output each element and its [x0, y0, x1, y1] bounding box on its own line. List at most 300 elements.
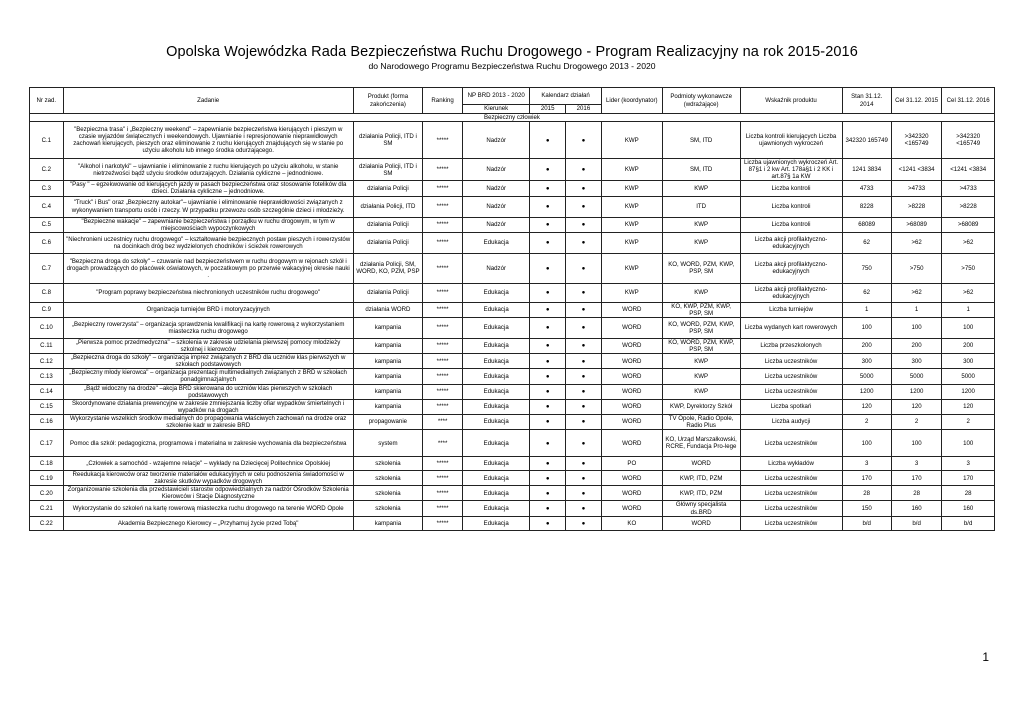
calendar-2015-dot: ● — [530, 181, 566, 196]
target-2016: 5000 — [942, 369, 995, 384]
table-row — [30, 122, 995, 159]
direction: Edukacja — [463, 516, 530, 530]
calendar-2015-dot: ● — [530, 471, 566, 486]
header-stan: Stan 31.12. 2014 — [842, 88, 891, 114]
product-form: kampania — [353, 354, 422, 369]
status-2014: b/d — [842, 516, 891, 530]
header-cel-2015: Cel 31.12. 2015 — [891, 88, 941, 114]
product-form: kampania — [353, 338, 422, 353]
product-form: działania WORD — [353, 302, 422, 317]
status-2014: 4733 — [842, 181, 891, 196]
ranking-stars: ***** — [423, 384, 463, 399]
target-2016: 1 — [942, 302, 995, 317]
calendar-2015-dot: ● — [530, 253, 566, 283]
status-2014: 8228 — [842, 196, 891, 217]
row-number: C.22 — [30, 516, 64, 530]
direction: Edukacja — [463, 232, 530, 253]
leader: KWP — [601, 159, 662, 181]
header-np-brd: NP BRD 2013 - 2020 — [463, 88, 530, 105]
calendar-2015-dot: ● — [530, 501, 566, 516]
direction: Edukacja — [463, 302, 530, 317]
target-2016: 100 — [942, 317, 995, 338]
task-description: "Pasy " – egzekwowanie od kierujących jazdy w pasach bezpieczeństwa oraz stosowanie fotelików dla dzieci. Działania cykliczne – jednodniowe. — [63, 181, 353, 196]
calendar-2015-dot: ● — [530, 217, 566, 232]
ranking-stars: **** — [423, 414, 463, 429]
leader: KWP — [601, 217, 662, 232]
table-row — [30, 181, 995, 196]
table-row — [30, 253, 995, 283]
direction: Edukacja — [463, 457, 530, 471]
product-form: działania Policji — [353, 181, 422, 196]
task-description: „Bezpieczny rowerzysta" – organizacja sprawdzenia kwalifikacji na kartę rowerową z wykorzystaniem miasteczka ruchu drogowego — [63, 317, 353, 338]
product-form: szkolenia — [353, 471, 422, 486]
direction: Edukacja — [463, 354, 530, 369]
product-form: działania Policji, ITD i SM — [353, 159, 422, 181]
header-year-2015: 2015 — [530, 105, 566, 114]
status-2014: 100 — [842, 430, 891, 457]
indicator: Liczba uczestników — [740, 384, 842, 399]
executors: KWP, Dyrektorzy Szkół — [662, 399, 740, 414]
ranking-stars: **** — [423, 430, 463, 457]
row-number: C.20 — [30, 486, 64, 501]
target-2015: b/d — [891, 516, 941, 530]
calendar-2015-dot: ● — [530, 399, 566, 414]
task-description: "Program poprawy bezpieczeństwa niechronionych uczestników ruchu drogowego" — [63, 283, 353, 302]
table-row — [30, 501, 995, 516]
section-header: Bezpieczny człowiek — [30, 114, 995, 122]
direction: Edukacja — [463, 338, 530, 353]
ranking-stars: ***** — [423, 501, 463, 516]
ranking-stars: ***** — [423, 122, 463, 159]
executors: WORD — [662, 516, 740, 530]
executors: Główny specjalista ds.BRD — [662, 501, 740, 516]
row-number: C.7 — [30, 253, 64, 283]
status-2014: 28 — [842, 486, 891, 501]
header-lider: Lider (koordynator) — [601, 88, 662, 114]
table-row — [30, 516, 995, 530]
executors: KWP — [662, 283, 740, 302]
calendar-2016-dot: ● — [566, 253, 602, 283]
status-2014: 68089 — [842, 217, 891, 232]
row-number: C.13 — [30, 369, 64, 384]
table-row — [30, 217, 995, 232]
target-2016: 2 — [942, 414, 995, 429]
calendar-2016-dot: ● — [566, 384, 602, 399]
calendar-2016-dot: ● — [566, 338, 602, 353]
calendar-2015-dot: ● — [530, 302, 566, 317]
status-2014: 200 — [842, 338, 891, 353]
calendar-2015-dot: ● — [530, 122, 566, 159]
ranking-stars: ***** — [423, 354, 463, 369]
header-year-2016: 2016 — [566, 105, 602, 114]
direction: Edukacja — [463, 414, 530, 429]
status-2014: 62 — [842, 232, 891, 253]
leader: WORD — [601, 471, 662, 486]
product-form: szkolenia — [353, 486, 422, 501]
ranking-stars: ***** — [423, 338, 463, 353]
leader: WORD — [601, 302, 662, 317]
executors: KWP, ITD, PZM — [662, 471, 740, 486]
target-2015: 28 — [891, 486, 941, 501]
product-form: działania Policji, SM, WORD, KO, PZM, PSP — [353, 253, 422, 283]
executors: KWP — [662, 369, 740, 384]
leader: KWP — [601, 283, 662, 302]
indicator: Liczba akcji profilaktyczno-edukacyjnych — [740, 283, 842, 302]
target-2015: 2 — [891, 414, 941, 429]
direction: Nadzór — [463, 159, 530, 181]
row-number: C.5 — [30, 217, 64, 232]
calendar-2015-dot: ● — [530, 414, 566, 429]
target-2016: >68089 — [942, 217, 995, 232]
product-form: kampania — [353, 384, 422, 399]
target-2016: <1241 <3834 — [942, 159, 995, 181]
table-row — [30, 471, 995, 486]
target-2016: 300 — [942, 354, 995, 369]
program-table — [29, 87, 995, 531]
calendar-2016-dot: ● — [566, 457, 602, 471]
product-form: kampania — [353, 516, 422, 530]
status-2014: 170 — [842, 471, 891, 486]
leader: KWP — [601, 253, 662, 283]
target-2016: >342320 <165749 — [942, 122, 995, 159]
executors: KWP — [662, 217, 740, 232]
header-zadanie: Zadanie — [63, 88, 353, 114]
target-2016: >8228 — [942, 196, 995, 217]
direction: Nadzór — [463, 196, 530, 217]
row-number: C.21 — [30, 501, 64, 516]
executors: KO, WORD, PZM, KWP, PSP, SM — [662, 253, 740, 283]
task-description: Akademia Bezpiecznego Kierowcy – „Przyhamuj życie przed Tobą" — [63, 516, 353, 530]
target-2015: >4733 — [891, 181, 941, 196]
product-form: działania Policji, ITD i SM — [353, 122, 422, 159]
ranking-stars: ***** — [423, 516, 463, 530]
direction: Edukacja — [463, 369, 530, 384]
indicator: Liczba ujawnionych wykroczeń Art. 87§1 i 2 kw Art. 178a§1 i 2 KK i art.87§ 1a KW — [740, 159, 842, 181]
indicator: Liczba uczestników — [740, 354, 842, 369]
table-row — [30, 302, 995, 317]
calendar-2015-dot: ● — [530, 384, 566, 399]
row-number: C.2 — [30, 159, 64, 181]
table-row — [30, 384, 995, 399]
row-number: C.18 — [30, 457, 64, 471]
executors: KO, KWP, PZM, KWP, PSP, SM — [662, 302, 740, 317]
header-cel-2016: Cel 31.12. 2016 — [942, 88, 995, 114]
status-2014: 2 — [842, 414, 891, 429]
task-description: Organizacja turniejów BRD i motoryzacyjnych — [63, 302, 353, 317]
product-form: działania Policji — [353, 283, 422, 302]
ranking-stars: ***** — [423, 283, 463, 302]
target-2015: 100 — [891, 317, 941, 338]
target-2016: 3 — [942, 457, 995, 471]
status-2014: 1 — [842, 302, 891, 317]
task-description: „Pierwsza pomoc przedmedyczna" – szkolenia w zakresie udzielania pierwszej pomocy młodzieży szkolnej i kierowców — [63, 338, 353, 353]
direction: Edukacja — [463, 471, 530, 486]
indicator: Liczba przeszkolonych — [740, 338, 842, 353]
calendar-2015-dot: ● — [530, 159, 566, 181]
target-2016: 200 — [942, 338, 995, 353]
table-row — [30, 369, 995, 384]
table-row — [30, 430, 995, 457]
row-number: C.6 — [30, 232, 64, 253]
executors: KWP — [662, 181, 740, 196]
product-form: kampania — [353, 317, 422, 338]
task-description: "Bezpieczna droga do szkoły" – czuwanie nad bezpieczeństwem w ruchu drogowym w rejonach szkół i drogach prowadzących do placówek oświatowych, w poczatkowym po przerwie wakacyjnej okresie nauki . — [63, 253, 353, 283]
indicator: Liczba akcji profilaktyczno-edukacyjnych — [740, 253, 842, 283]
leader: WORD — [601, 317, 662, 338]
executors: KWP — [662, 354, 740, 369]
target-2016: >4733 — [942, 181, 995, 196]
executors: SM, ITD — [662, 122, 740, 159]
direction: Edukacja — [463, 317, 530, 338]
task-description: "Bezpieczna trasa" i „Bezpieczny weekend" – zapewnianie bezpieczeństwa kierujących i pieszym w czasie wyjazdów świątecznych i weekendowych. Ujawnianie i represjonowanie nieprawidłowych zachowań kierujących, pieszych oraz eliminowanie z ruchu kierujących znajdujących się w stanie po użyciu alkoholu lub innego środka odurzającego. — [63, 122, 353, 159]
calendar-2016-dot: ● — [566, 181, 602, 196]
ranking-stars: ***** — [423, 232, 463, 253]
calendar-2016-dot: ● — [566, 486, 602, 501]
target-2015: >342320 <165749 — [891, 122, 941, 159]
target-2016: 160 — [942, 501, 995, 516]
ranking-stars: ***** — [423, 317, 463, 338]
header-produkt: Produkt (forma zakończenia) — [353, 88, 422, 114]
indicator: Liczba uczestników — [740, 501, 842, 516]
indicator: Liczba wydanych kart rowerowych — [740, 317, 842, 338]
ranking-stars: ***** — [423, 302, 463, 317]
target-2015: 1200 — [891, 384, 941, 399]
table-row — [30, 338, 995, 353]
row-number: C.11 — [30, 338, 64, 353]
direction: Edukacja — [463, 501, 530, 516]
executors: SM, ITD — [662, 159, 740, 181]
task-description: „Bezpieczna droga do szkoły" – organizacja imprez związanych z BRD dla uczniów klas pierwszych w szkołach podstawowych — [63, 354, 353, 369]
header-kalendarz: Kalendarz działań — [530, 88, 601, 105]
calendar-2016-dot: ● — [566, 471, 602, 486]
table-row — [30, 232, 995, 253]
status-2014: 1200 — [842, 384, 891, 399]
product-form: szkolenia — [353, 501, 422, 516]
indicator: Liczba uczestników — [740, 430, 842, 457]
task-description: "Alkohol i narkotyki" – ujawnianie i eliminowanie z ruchu kierujących po użyciu alkoholu, w stanie nietrzeźwości bądź użyciu środków odurzających. Działania cykliczne – jednodniowe. — [63, 159, 353, 181]
target-2015: 3 — [891, 457, 941, 471]
calendar-2016-dot: ● — [566, 516, 602, 530]
row-number: C.17 — [30, 430, 64, 457]
table-row — [30, 457, 995, 471]
product-form: działania Policji — [353, 217, 422, 232]
table-row — [30, 354, 995, 369]
target-2015: 100 — [891, 430, 941, 457]
executors: KWP — [662, 232, 740, 253]
calendar-2016-dot: ● — [566, 430, 602, 457]
task-description: Pomoc dla szkół: pedagogiczna, programowa i materialna w zakresie wychowania dla bezpieczeństwa — [63, 430, 353, 457]
indicator: Liczba kontroli — [740, 217, 842, 232]
calendar-2015-dot: ● — [530, 457, 566, 471]
indicator: Liczba kontroli kierujących Liczba ujawnionych wykroczeń — [740, 122, 842, 159]
product-form: propagowanie — [353, 414, 422, 429]
header-wskaznik: Wskaźnik produktu — [740, 88, 842, 114]
direction: Edukacja — [463, 430, 530, 457]
task-description: „Człowiek a samochód - wzajemne relacje" – wykłady na Dziecięcej Politechnice Opolskiej — [63, 457, 353, 471]
table-row — [30, 159, 995, 181]
header-kierunek: Kierunek — [463, 105, 530, 114]
table-row — [30, 196, 995, 217]
status-2014: 62 — [842, 283, 891, 302]
leader: WORD — [601, 369, 662, 384]
calendar-2015-dot: ● — [530, 232, 566, 253]
page-subtitle: do Narodowego Programu Bezpieczeństwa Ruchu Drogowego 2013 - 2020 — [368, 61, 656, 71]
product-form: kampania — [353, 399, 422, 414]
calendar-2015-dot: ● — [530, 283, 566, 302]
calendar-2016-dot: ● — [566, 414, 602, 429]
page-number: 1 — [982, 650, 989, 664]
target-2015: >750 — [891, 253, 941, 283]
target-2016: >62 — [942, 232, 995, 253]
ranking-stars: ***** — [423, 181, 463, 196]
calendar-2015-dot: ● — [530, 369, 566, 384]
executors: WORD — [662, 457, 740, 471]
status-2014: 750 — [842, 253, 891, 283]
task-description: „Bezpieczny młody kierowca" – organizacja prezentacji multimedialnych związanych z BRD w szkołach ponadgimnazjalnych — [63, 369, 353, 384]
target-2015: >8228 — [891, 196, 941, 217]
leader: KWP — [601, 196, 662, 217]
direction: Nadzór — [463, 181, 530, 196]
leader: WORD — [601, 486, 662, 501]
row-number: C.15 — [30, 399, 64, 414]
task-description: "Truck" i Bus" oraz „Bezpieczny autokar"– ujawnianie i eliminowanie nieprawidłowości związanych z wykonywaniem transportu osób i rzeczy. W przypadku przewozu osób szczególnie dzieci i młodzieży. — [63, 196, 353, 217]
target-2016: 1200 — [942, 384, 995, 399]
status-2014: 342320 165749 — [842, 122, 891, 159]
status-2014: 100 — [842, 317, 891, 338]
target-2016: b/d — [942, 516, 995, 530]
target-2015: <1241 <3834 — [891, 159, 941, 181]
row-number: C.4 — [30, 196, 64, 217]
row-number: C.16 — [30, 414, 64, 429]
target-2016: 28 — [942, 486, 995, 501]
ranking-stars: ***** — [423, 399, 463, 414]
direction: Edukacja — [463, 283, 530, 302]
task-description: Zorganizowanie szkolenia dla przedstawicieli starostw odpowiedzialnych za nadzór Ośrodków Szkolenia Kierowców i Stacje Diagnostyczne — [63, 486, 353, 501]
calendar-2016-dot: ● — [566, 159, 602, 181]
product-form: działania Policji — [353, 232, 422, 253]
leader: WORD — [601, 430, 662, 457]
task-description: Wykorzystanie wszelkich środków medialnych do propagowania właściwych zachowań na drodze oraz szkolenie kadr w zakresie BRD — [63, 414, 353, 429]
executors: KWP — [662, 384, 740, 399]
direction: Nadzór — [463, 122, 530, 159]
task-description: "Niechronieni uczestnicy ruchu drogowego" – kształtowanie bezpiecznych postaw pieszych i rowerzystów na docinkach dróg bez wydzielonych chodników i ścieżek rowerowych — [63, 232, 353, 253]
row-number: C.9 — [30, 302, 64, 317]
leader: KWP — [601, 181, 662, 196]
indicator: Liczba audycji — [740, 414, 842, 429]
leader: PO — [601, 457, 662, 471]
target-2016: 100 — [942, 430, 995, 457]
calendar-2015-dot: ● — [530, 516, 566, 530]
calendar-2016-dot: ● — [566, 501, 602, 516]
product-form: szkolenia — [353, 457, 422, 471]
target-2015: 160 — [891, 501, 941, 516]
target-2016: >62 — [942, 283, 995, 302]
table-row — [30, 486, 995, 501]
executors: ITD — [662, 196, 740, 217]
task-description: Reedukacja kierowców oraz tworzenie materiałów edukacyjnych w celu podnoszenia świadomości w zakresie skutków wypadków drogowych — [63, 471, 353, 486]
ranking-stars: ***** — [423, 471, 463, 486]
status-2014: 150 — [842, 501, 891, 516]
direction: Nadzór — [463, 217, 530, 232]
calendar-2015-dot: ● — [530, 196, 566, 217]
target-2015: 5000 — [891, 369, 941, 384]
leader: WORD — [601, 354, 662, 369]
row-number: C.12 — [30, 354, 64, 369]
header-ranking: Ranking — [423, 88, 463, 114]
leader: WORD — [601, 338, 662, 353]
task-description: Wykorzystanie do szkoleń na kartę rowerową miasteczka ruchu drogowego na terenie WORD Opole — [63, 501, 353, 516]
calendar-2016-dot: ● — [566, 217, 602, 232]
status-2014: 300 — [842, 354, 891, 369]
calendar-2015-dot: ● — [530, 317, 566, 338]
calendar-2016-dot: ● — [566, 354, 602, 369]
target-2015: 170 — [891, 471, 941, 486]
calendar-2016-dot: ● — [566, 302, 602, 317]
ranking-stars: ***** — [423, 196, 463, 217]
indicator: Liczba spotkań — [740, 399, 842, 414]
row-number: C.1 — [30, 122, 64, 159]
task-description: „Bądź widoczny na drodze" –akcja BRD skierowana do uczniów klas pierwszych w szkołach podstawowych — [63, 384, 353, 399]
leader: WORD — [601, 384, 662, 399]
indicator: Liczba kontroli — [740, 181, 842, 196]
table-row — [30, 283, 995, 302]
calendar-2016-dot: ● — [566, 196, 602, 217]
calendar-2015-dot: ● — [530, 354, 566, 369]
target-2015: 120 — [891, 399, 941, 414]
executors: KO, Urząd Marszałkowski, RCRE, Fundacja Pro-lege — [662, 430, 740, 457]
indicator: Liczba uczestników — [740, 471, 842, 486]
row-number: C.14 — [30, 384, 64, 399]
indicator: Liczba uczestników — [740, 369, 842, 384]
executors: KWP, ITD, PZM — [662, 486, 740, 501]
calendar-2015-dot: ● — [530, 338, 566, 353]
executors: TV Opole, Radio Opole, Radio Plus — [662, 414, 740, 429]
indicator: Liczba akcji profilaktyczno-edukacyjnych — [740, 232, 842, 253]
target-2015: >62 — [891, 232, 941, 253]
status-2014: 5000 — [842, 369, 891, 384]
target-2016: 120 — [942, 399, 995, 414]
table-row — [30, 414, 995, 429]
calendar-2015-dot: ● — [530, 486, 566, 501]
ranking-stars: ***** — [423, 253, 463, 283]
calendar-2016-dot: ● — [566, 283, 602, 302]
ranking-stars: ***** — [423, 159, 463, 181]
leader: WORD — [601, 399, 662, 414]
ranking-stars: ***** — [423, 369, 463, 384]
leader: WORD — [601, 501, 662, 516]
status-2014: 1241 3834 — [842, 159, 891, 181]
ranking-stars: ***** — [423, 217, 463, 232]
target-2016: 170 — [942, 471, 995, 486]
target-2015: 200 — [891, 338, 941, 353]
indicator: Liczba uczestników — [740, 516, 842, 530]
executors: KO, WORD, PZM, KWP, PSP, SM — [662, 338, 740, 353]
status-2014: 3 — [842, 457, 891, 471]
product-form: kampania — [353, 369, 422, 384]
row-number: C.10 — [30, 317, 64, 338]
leader: WORD — [601, 414, 662, 429]
indicator: Liczba wykładów — [740, 457, 842, 471]
calendar-2016-dot: ● — [566, 369, 602, 384]
task-description: "Bezpieczne wakacje" – zapewnianie bezpieczeństwa i porządku w ruchu drogowym, w tym w miejscowościach wypoczynkowych — [63, 217, 353, 232]
indicator: Liczba kontroli — [740, 196, 842, 217]
target-2015: 1 — [891, 302, 941, 317]
target-2015: 300 — [891, 354, 941, 369]
page-title: Opolska Wojewódzka Rada Bezpieczeństwa Ruchu Drogowego - Program Realizacyjny na rok 2015-2016 — [166, 44, 858, 60]
leader: KWP — [601, 232, 662, 253]
direction: Edukacja — [463, 384, 530, 399]
ranking-stars: ***** — [423, 486, 463, 501]
